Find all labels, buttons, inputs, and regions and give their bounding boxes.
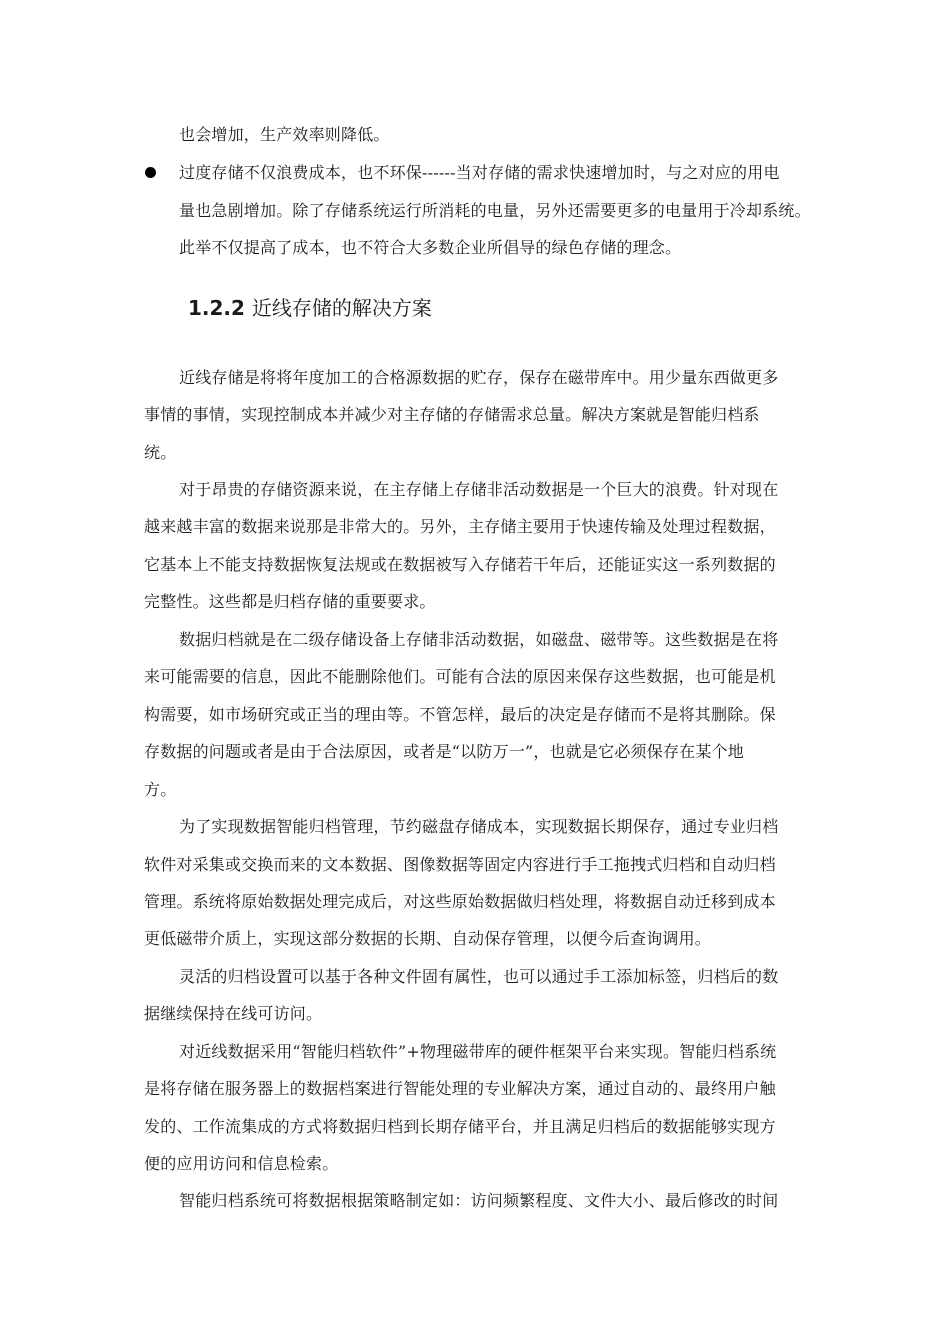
paragraph-line: 更低磁带介质上，实现这部分数据的长期、自动保存管理，以便今后查询调用。: [144, 929, 712, 948]
paragraph-line: 为了实现数据智能归档管理，节约磁盘存储成本，实现数据长期保存，通过专业归档: [179, 817, 779, 836]
paragraph-line: 便的应用访问和信息检索。: [144, 1154, 339, 1173]
paragraph-line: 对近线数据采用“智能归档软件”+物理磁带库的硬件框架平台来实现。智能归档系统: [179, 1042, 777, 1061]
paragraph-line: 发的、工作流集成的方式将数据归档到长期存储平台，并且满足归档后的数据能够实现方: [144, 1117, 776, 1136]
paragraph-line: 存数据的问题或者是由于合法原因，或者是“以防万一”，也就是它必须保存在某个地: [144, 742, 744, 761]
paragraph-line: 据继续保持在线可访问。: [144, 1004, 323, 1023]
bullet-line: 量也急剧增加。除了存储系统运行所消耗的电量，另外还需要更多的电量用于冷却系统。: [179, 201, 811, 220]
paragraph-line: 近线存储是将将年度加工的合格源数据的贮存，保存在磁带库中。用少量东西做更多: [179, 368, 779, 387]
bullet-line: 过度存储不仅浪费成本，也不环保------当对存储的需求快速增加时，与之对应的用电: [179, 163, 780, 182]
paragraph-line: 越来越丰富的数据来说那是非常大的。另外，主存储主要用于快速传输及处理过程数据，: [144, 517, 776, 536]
paragraph-line: 事情的事情，实现控制成本并减少对主存储的存储需求总量。解决方案就是智能归档系: [144, 405, 760, 424]
paragraph-line: 构需要，如市场研究或正当的理由等。不管怎样，最后的决定是存储而不是将其删除。保: [144, 705, 776, 724]
paragraph-line: 对于昂贵的存储资源来说，在主存储上存储非活动数据是一个巨大的浪费。针对现在: [179, 480, 779, 499]
paragraph-line: 方。: [144, 780, 177, 799]
paragraph-line: 管理。系统将原始数据处理完成后，对这些原始数据做归档处理，将数据自动迁移到成本: [144, 892, 776, 911]
section-heading: [188, 295, 432, 321]
paragraph-line: 软件对采集或交换而来的文本数据、图像数据等固定内容进行手工拖拽式归档和自动归档: [144, 855, 776, 874]
paragraph-line: 数据归档就是在二级存储设备上存储非活动数据，如磁盘、磁带等。这些数据是在将: [179, 630, 779, 649]
paragraph-line: 它基本上不能支持数据恢复法规或在数据被写入存储若干年后，还能证实这一系列数据的: [144, 555, 776, 574]
bullet-dot-icon: [145, 167, 156, 178]
continuation-line: 也会增加，生产效率则降低。: [179, 125, 390, 144]
paragraph-line: 智能归档系统可将数据根据策略制定如：访问频繁程度、文件大小、最后修改的时间: [179, 1191, 779, 1210]
paragraph-line: 来可能需要的信息，因此不能删除他们。可能有合法的原因来保存这些数据，也可能是机: [144, 667, 776, 686]
paragraph-line: 是将存储在服务器上的数据档案进行智能处理的专业解决方案，通过自动的、最终用户触: [144, 1079, 776, 1098]
paragraph-line: 统。: [144, 443, 177, 462]
paragraph-line: 灵活的归档设置可以基于各种文件固有属性，也可以通过手工添加标签，归档后的数: [179, 967, 779, 986]
section-number: 1.2.2: [188, 296, 245, 320]
bullet-line: 此举不仅提高了成本，也不符合大多数企业所倡导的绿色存储的理念。: [179, 238, 682, 257]
paragraph-line: 完整性。这些都是归档存储的重要要求。: [144, 592, 436, 611]
section-title: 近线存储的解决方案: [251, 296, 432, 320]
